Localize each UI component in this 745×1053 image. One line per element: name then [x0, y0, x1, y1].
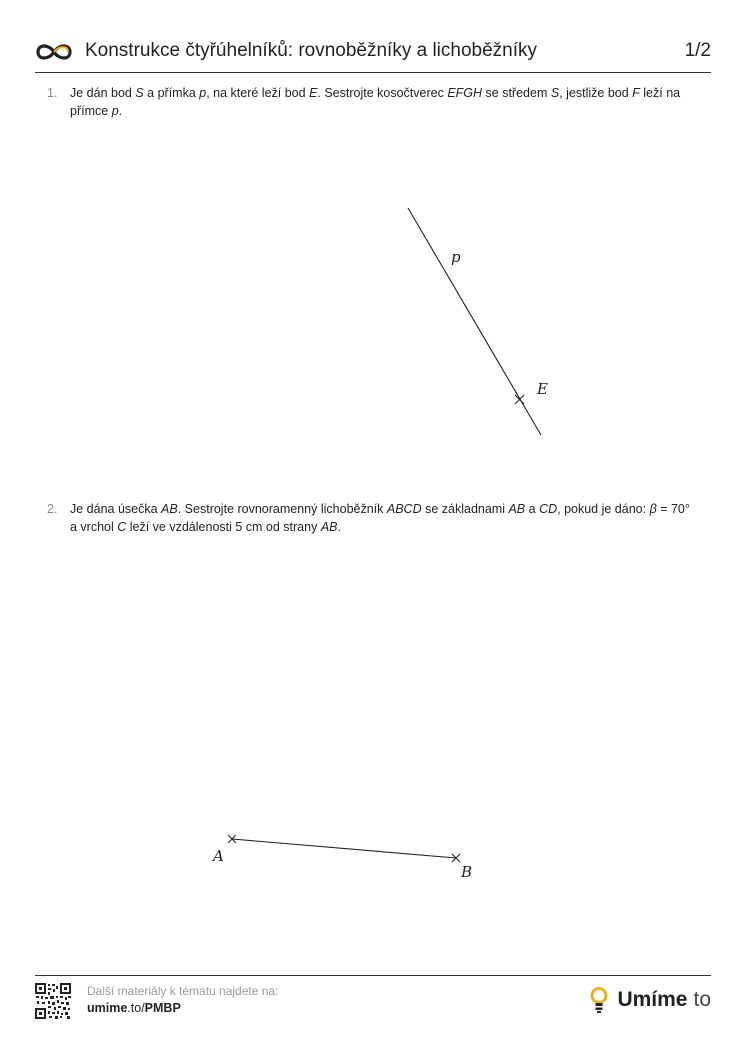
figure-2 — [211, 835, 472, 881]
label-e: E — [537, 380, 548, 398]
task-text: Je dán bod S a přímka p, na které leží bod E. Sestrojte kosočtverec EFGH se středem S, jestliže bod F leží na přímce p. — [70, 86, 681, 118]
brand-logo — [589, 985, 711, 1015]
qr-code-icon — [35, 983, 71, 1019]
figure-1 — [408, 208, 548, 435]
task-text: Je dána úsečka AB. Sestrojte rovnoramenný lichoběžník ABCD se základnami AB a CD, pokud je dáno: β = 70° a vrchol C leží ve vzdálenosti 5 cm od strany AB. — [70, 502, 690, 534]
page-number: 1/2 — [684, 40, 711, 61]
task-number: 1. — [47, 86, 58, 100]
brand-name-strong: Umíme — [617, 988, 688, 1011]
label-b: B — [461, 863, 473, 881]
task-number: 2. — [47, 502, 58, 516]
segment-ab — [232, 839, 456, 858]
label-a: A — [213, 847, 224, 865]
point-e-mark — [515, 395, 524, 404]
label-p: p — [451, 248, 461, 266]
lightbulb-icon — [589, 987, 609, 1013]
page-title: Konstrukce čtyřúhelníků: rovnoběžníky a lichoběžníky — [85, 40, 538, 61]
footer-divider — [35, 975, 711, 976]
footer-hint: Další materiály k tématu najdete na: — [87, 984, 279, 998]
brand-name-light: to — [693, 988, 711, 1011]
footer-link[interactable]: umime.to/PMBP — [87, 1001, 181, 1015]
